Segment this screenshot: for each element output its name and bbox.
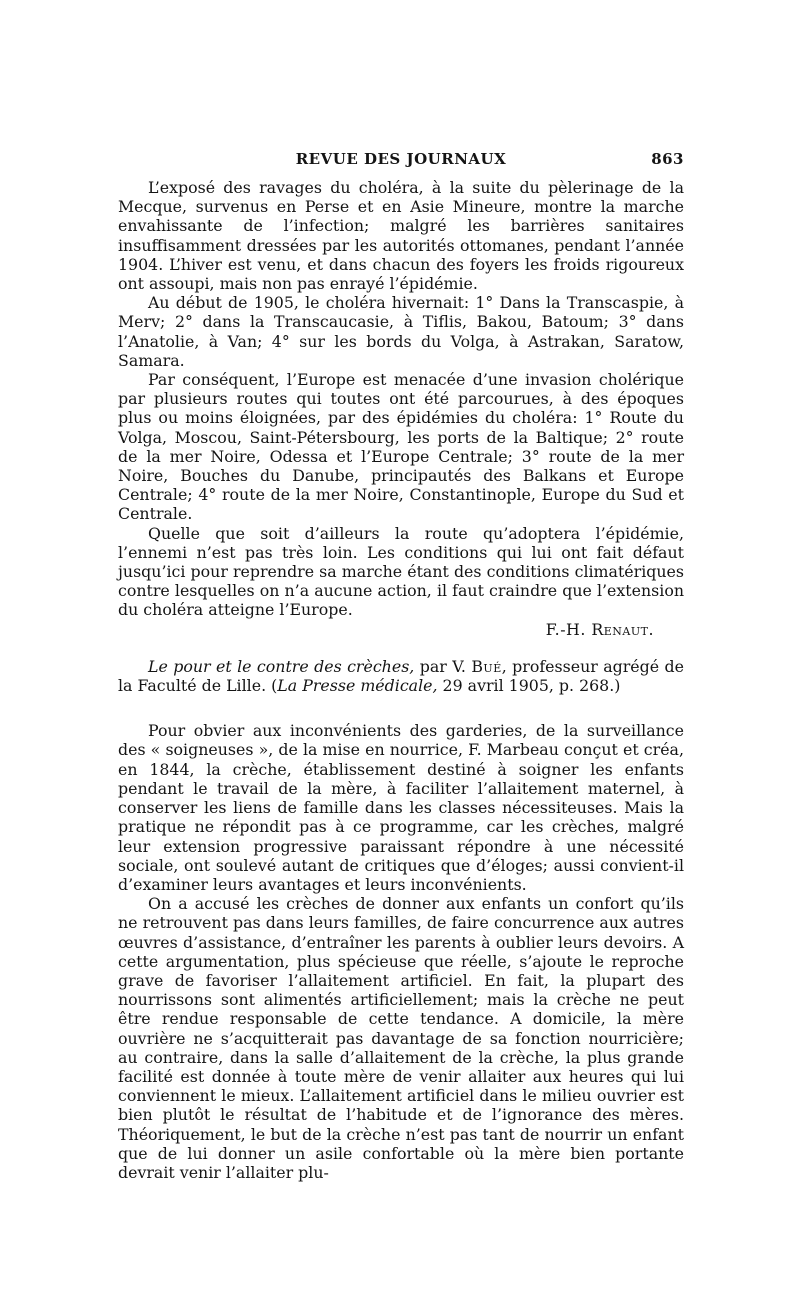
paragraph: Pour obvier aux inconvénients des garderies, de la surveillance des « soigneuses », de la mise en nourrice, F. Marbeau conçut et créa, en 1844, la crèche, établissement destiné à soigner les enfants pendant le travail de la mère, à faciliter l’allaitement maternel, à conserver les liens de famille dans les classes nécessiteuses. Mais la pratique ne répondit pas à ce programme, car les crèches, malgré leur extension progressive paraissant répondre à une nécessité sociale, ont soulevé autant de critiques que d’éloges; aussi convient-il d’examiner leurs avantages et leurs inconvénients.	[118, 721, 684, 894]
article-by: par V.	[414, 656, 472, 676]
article-heading	[118, 657, 684, 695]
paragraph: On a accusé les crèches de donner aux enfants un confort qu’ils ne retrouvent pas dans leurs familles, de faire concurrence aux autres œuvres d’assistance, d’entraîner les parents à oublier leurs devoirs. A cette argumentation, plus spécieuse que réelle, s’ajoute le reproche grave de favoriser l’allaitement artificiel. En fait, la plupart des nourrissons sont alimentés artificiellement; mais la crèche ne peut être rendue responsable de cette tendance. A domicile, la mère ouvrière ne s’acquitterait pas davantage de sa fonction nourricière; au contraire, dans la salle d’allaitement de la crèche, la plus grande facilité est donnée à toute mère de venir allaiter aux heures qui lui conviennent le mieux. L’allaitement artificiel dans le milieu ouvrier est bien plutôt le résultat de l’habitude et de l’ignorance des mères. Théoriquement, le but de la crèche n’est pas tant de nourrir un enfant que de lui donner un asile confortable où la mère bien portante devrait venir l’allaiter plu-	[118, 894, 684, 1182]
paragraph: Par conséquent, l’Europe est menacée d’une invasion cholérique par plusieurs routes qui toutes ont été parcourues, à des époques plus ou moins éloignées, par des épidémies du choléra: 1° Route du Volga, Moscou, Saint-Pétersbourg, les ports de la Baltique; 2° route de la mer Noire, Odessa et l’Europe Centrale; 3° route de la mer Noire, Bouches du Danube, principautés des Balkans et Europe Centrale; 4° route de la mer Noire, Constantinople, Europe du Sud et Centrale.	[118, 370, 684, 524]
article-signature: F.-H. Renaut.	[545, 619, 654, 639]
journal-name: La Presse médicale,	[277, 676, 438, 696]
article-affiliation: , professeur agrégé de la Faculté de Lille. (	[118, 656, 684, 696]
journal-date: 29 avril 1905, p. 268.)	[437, 676, 621, 696]
article-creches	[118, 721, 684, 1182]
article-title: Le pour et le contre des crèches,	[148, 656, 415, 676]
paragraph: L’exposé des ravages du choléra, à la suite du pèlerinage de la Mecque, survenus en Perse et en Asie Mineure, montre la marche envahissante de l’infection; malgré les barrières sanitaires insuffisamment dressées par les autorités ottomanes, pendant l’année 1904. L’hiver est venu, et dans chacun des foyers les froids rigoureux ont assoupi, mais non pas enrayé l’épidémie.	[118, 178, 684, 294]
article-author: Bué	[471, 656, 502, 676]
page	[118, 150, 684, 1182]
running-head	[118, 150, 684, 178]
article-cholera	[118, 178, 684, 639]
running-title: REVUE DES JOURNAUX	[295, 150, 507, 168]
page-number: 863	[651, 150, 684, 168]
paragraph: Quelle que soit d’ailleurs la route qu’adoptera l’épidémie, l’ennemi n’est pas très loin. Les conditions qui lui ont fait défaut jusqu’ici pour reprendre sa marche étant des conditions climatériques contre lesquelles on n’a aucune action, il faut craindre que l’extension du choléra atteigne l’Europe.	[118, 523, 684, 620]
paragraph: Au début de 1905, le choléra hivernait: 1° Dans la Transcaspie, à Merv; 2° dans la Transcaucasie, à Tiflis, Bakou, Batoum; 3° dans l’Anatolie, à Van; 4° sur les bords du Volga, à Astrakan, Saratow, Samara.	[118, 293, 684, 370]
signature-line	[118, 620, 684, 639]
